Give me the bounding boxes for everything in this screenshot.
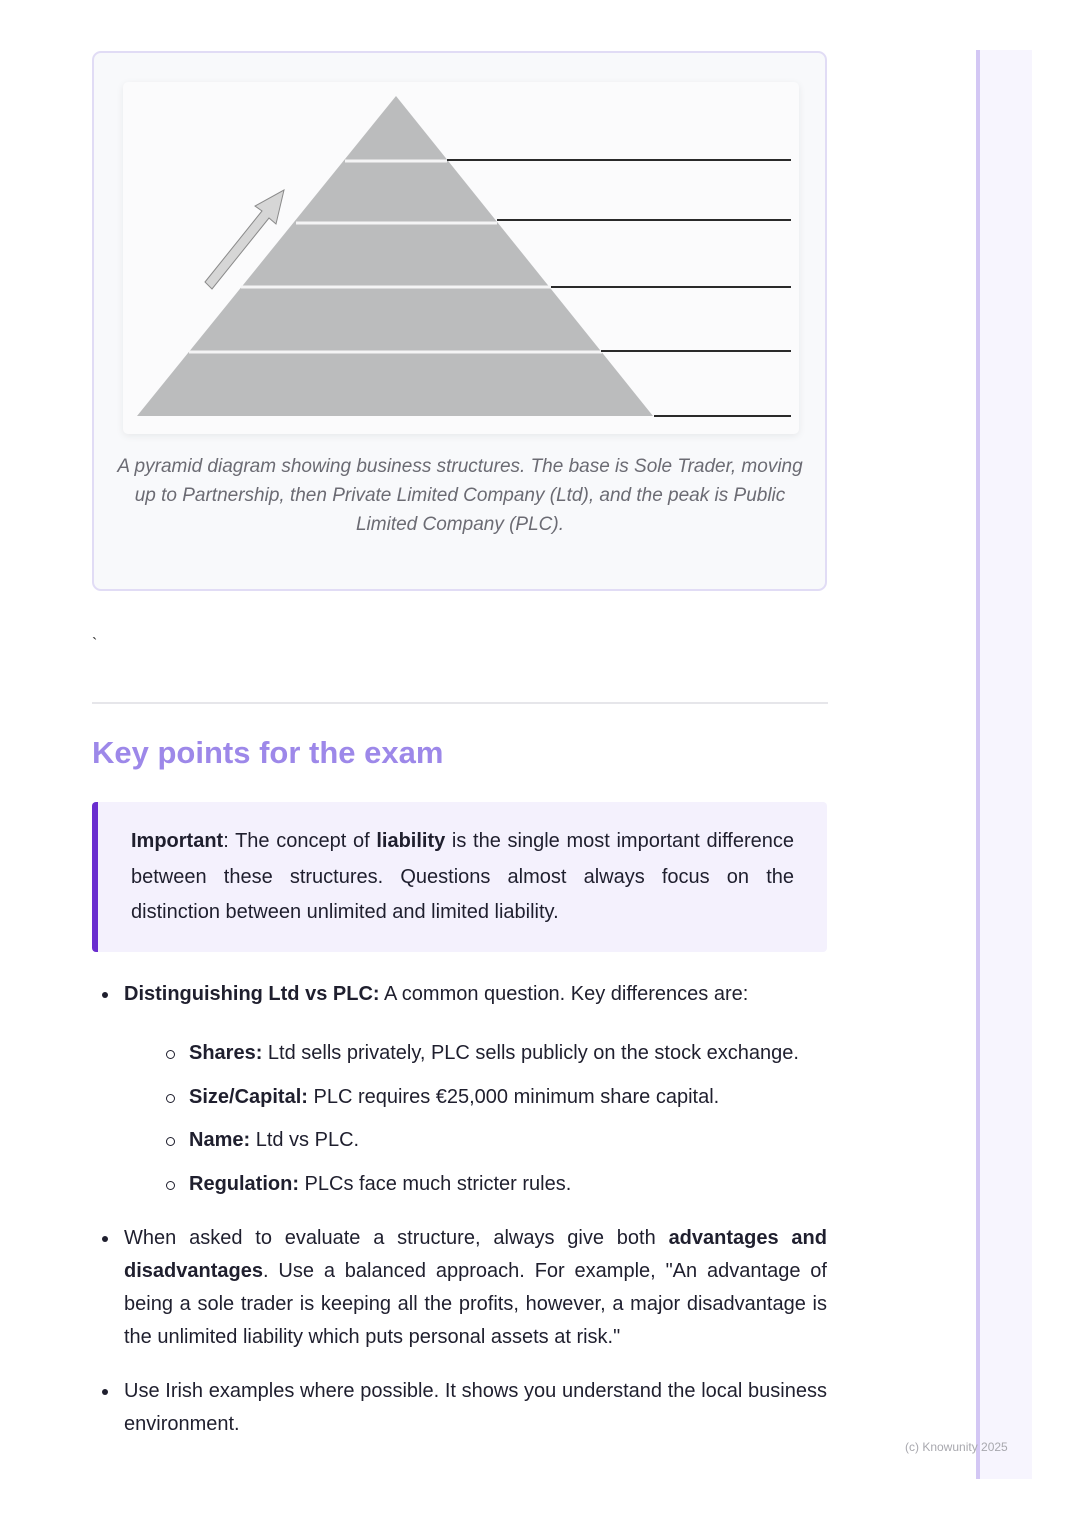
- list-item-text: When asked to evaluate a structure, always give both: [124, 1227, 669, 1249]
- key-points-list: [92, 978, 827, 1441]
- copyright-footer: (c) Knowunity 2025: [905, 1440, 1008, 1454]
- sub-item-bold: Size/Capital:: [189, 1085, 308, 1108]
- sub-item-bold: Regulation:: [189, 1172, 299, 1195]
- list-item-text: A common question. Key differences are:: [379, 983, 749, 1005]
- stray-backtick: `: [92, 636, 98, 653]
- callout-term: liability: [376, 830, 446, 852]
- sub-list-item: [124, 1076, 827, 1120]
- sub-list-item: [124, 1163, 827, 1207]
- side-panel: [976, 50, 1032, 1479]
- sub-item-bold: Shares:: [189, 1042, 263, 1064]
- sub-item-text: Ltd sells privately, PLC sells publicly on the stock exchange.: [262, 1042, 799, 1064]
- list-item: [92, 1222, 827, 1354]
- figure-caption: A pyramid diagram showing business structures. The base is Sole Trader, moving up to Partnership, then Private Limited Company (Ltd), and the peak is Public Limited Company (PLC).: [117, 456, 803, 535]
- sub-list-item: [124, 1119, 827, 1163]
- section-divider: [92, 702, 828, 704]
- sub-item-text: PLCs face much stricter rules.: [299, 1172, 572, 1195]
- callout-text: : The concept of: [223, 830, 377, 852]
- list-item-text: . Use a balanced approach. For example, "An advantage of being a sole trader is keeping all the profits, however, a major disadvantage is the unlimited liability which puts personal assets at risk.": [124, 1260, 827, 1348]
- list-item-bold: Distinguishing Ltd vs PLC:: [124, 983, 380, 1005]
- important-callout: [92, 802, 827, 952]
- figure-card: [92, 51, 827, 591]
- section-title: Key points for the exam: [92, 735, 444, 770]
- list-item-text: Use Irish examples where possible. It shows you understand the local business environment.: [124, 1380, 827, 1435]
- sub-list: [124, 1032, 827, 1206]
- callout-text-rest: is the single most important difference between these structures. Questions almost always focus on the distinction between unlimited and limited liability.: [131, 830, 794, 923]
- pyramid-svg: [123, 82, 799, 434]
- sub-item-text: Ltd vs PLC.: [250, 1129, 360, 1151]
- list-item: [92, 1375, 827, 1441]
- sub-item-text: PLC requires €25,000 minimum share capital.: [307, 1085, 720, 1108]
- list-item: [92, 978, 827, 1206]
- sub-list-item: [124, 1032, 827, 1076]
- pyramid-diagram: [123, 82, 799, 434]
- callout-label: Important: [131, 830, 224, 852]
- list-item-bold: advantages and disadvantages: [124, 1227, 827, 1282]
- sub-item-bold: Name:: [189, 1129, 251, 1151]
